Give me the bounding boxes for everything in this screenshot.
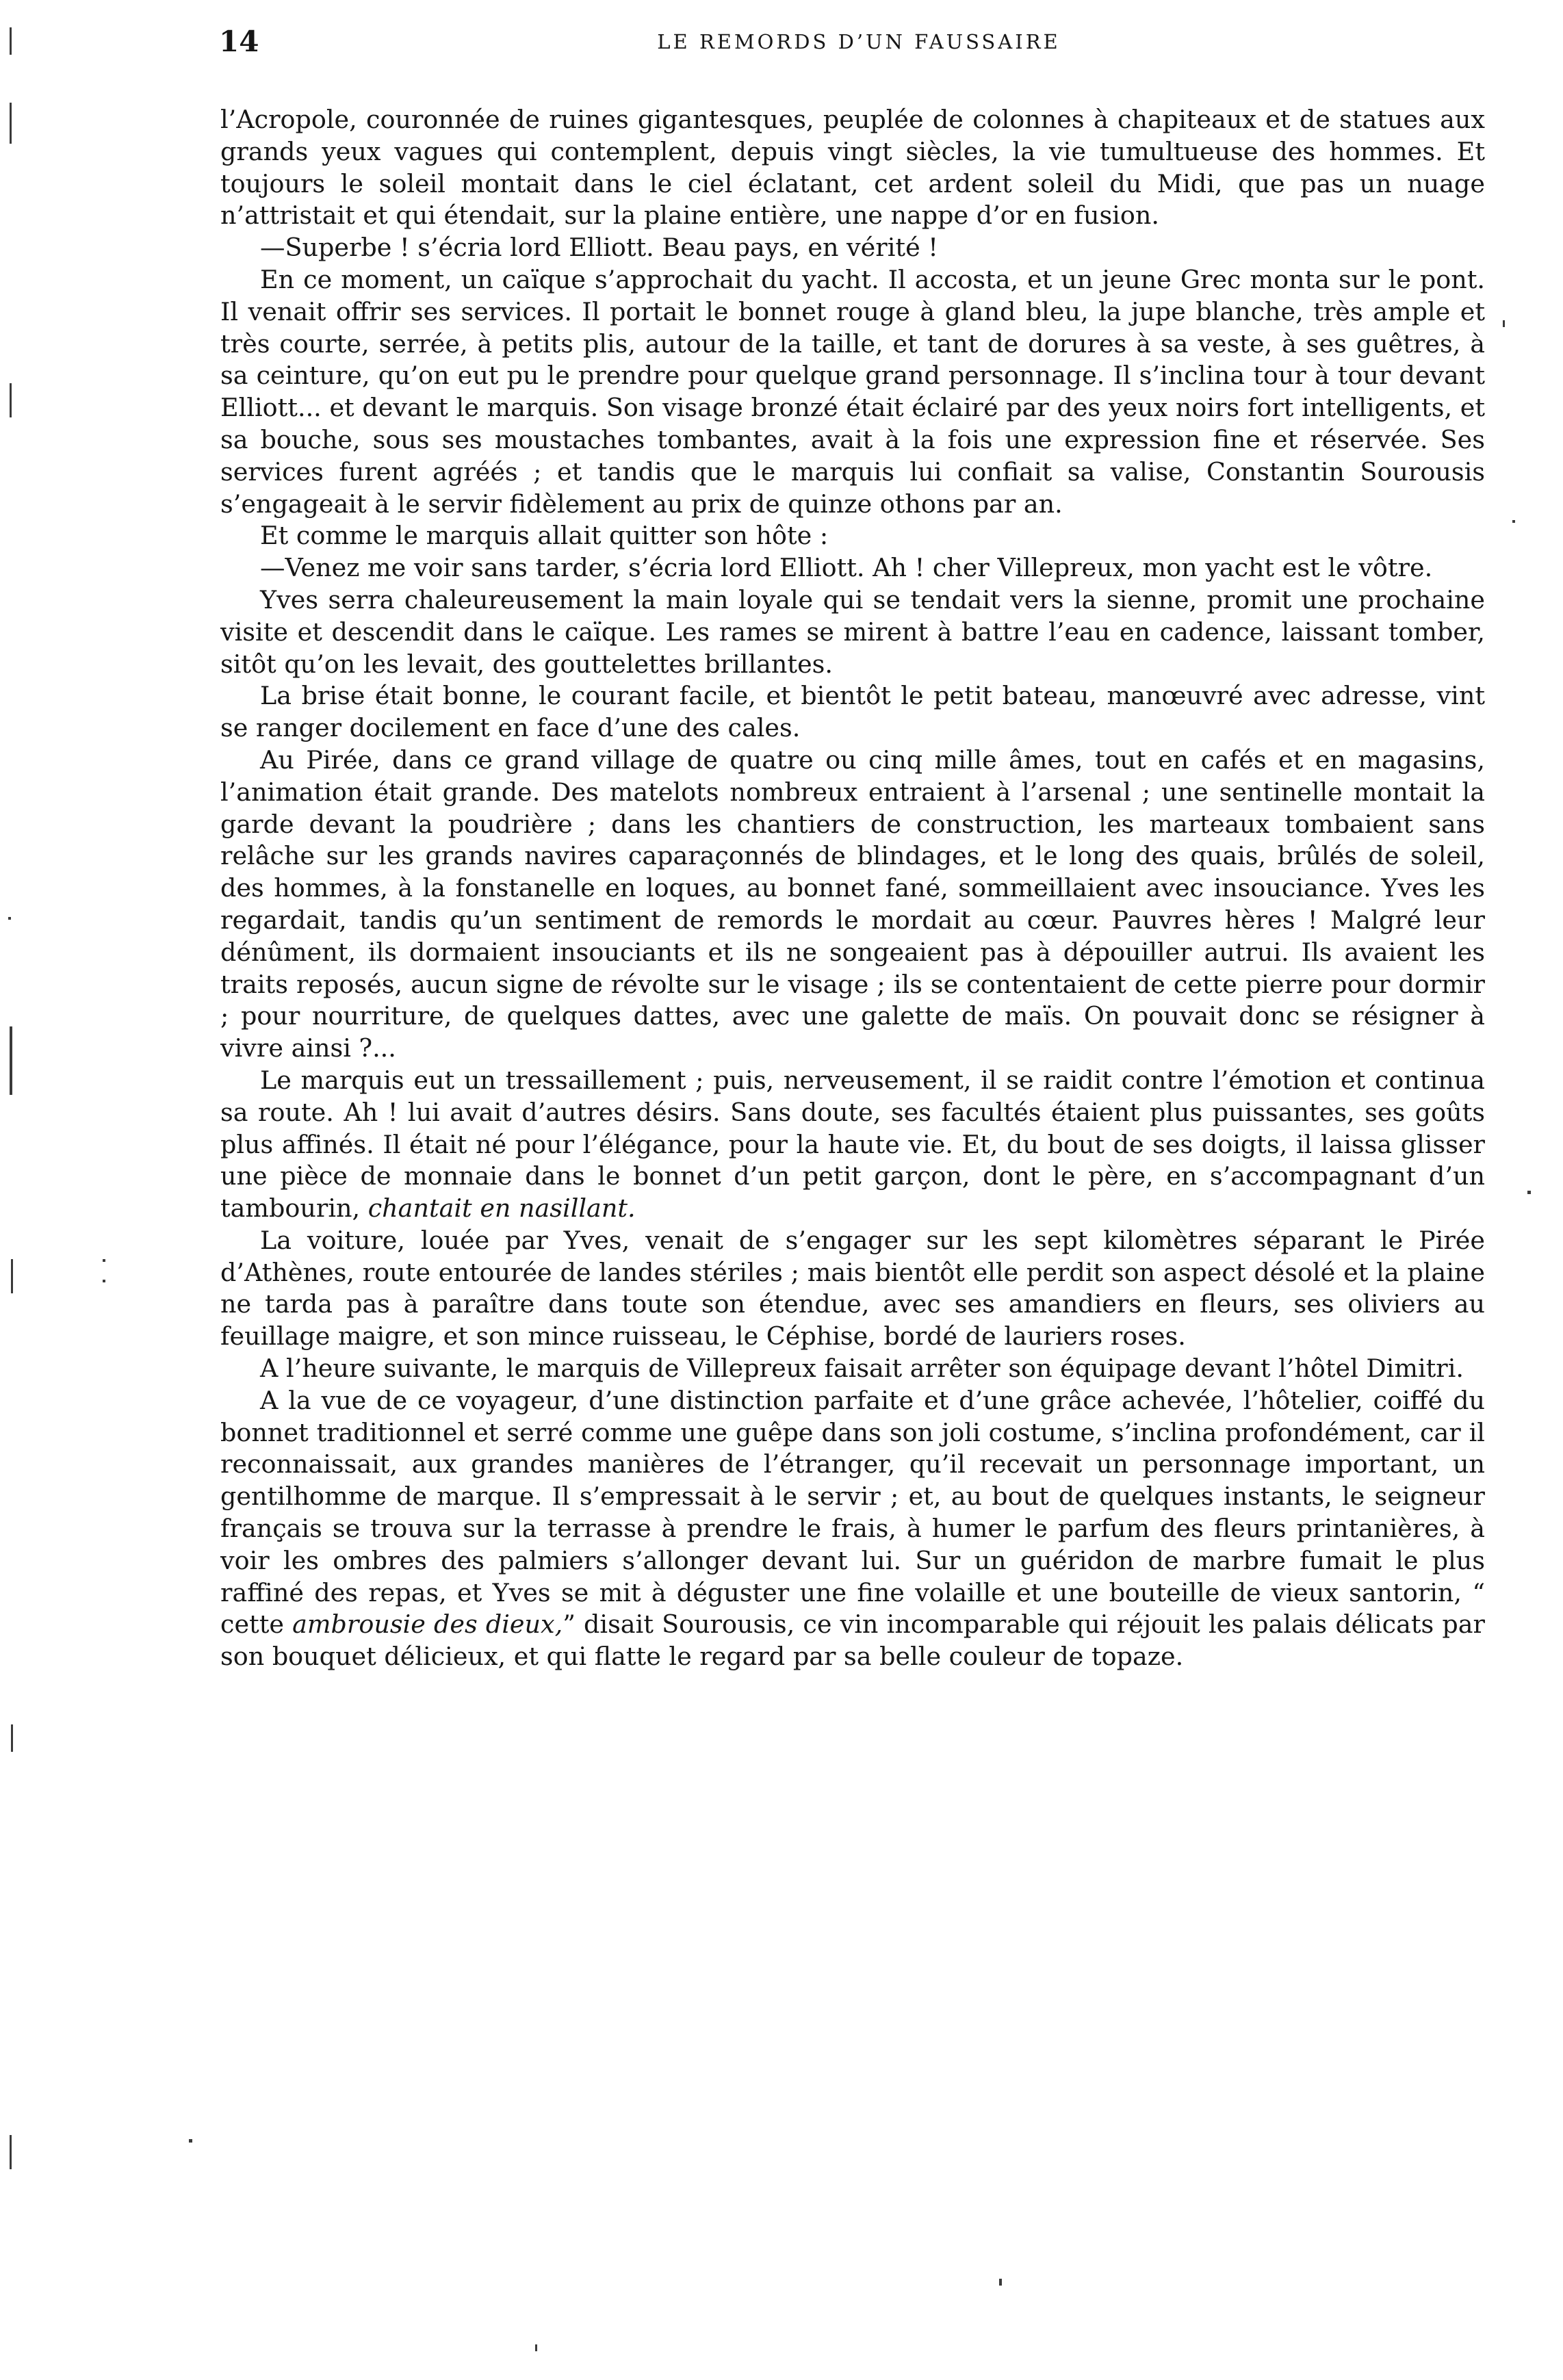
italic-phrase: chantait en nasillant. xyxy=(367,1193,636,1224)
scan-mark xyxy=(10,1026,12,1095)
paragraph: En ce moment, un caïque s’approchait du yacht. Il accosta, et un jeune Grec monta sur le pont. Il venait offrir ses services. Il portait le bonnet rouge à gland bleu, la jupe blanche, très ample et très courte, serrée, à petits plis, autour de la taille, et tant de dorures à sa veste, à ses guêtres, à sa ceinture, qu’on eut pu le prendre pour quelque grand personnage. Il s’inclina tour à tour devant Elliott... et devant le marquis. Son visage bronzé était éclairé par des yeux noirs fort intelligents, et sa bouche, sous ses moustaches tombantes, avait à la fois une expression fine et réservée. Ses services furent agréés ; et tandis que le marquis lui confiait sa valise, Constantin Sourousis s’engageait à le servir fidèlement au prix de quinze othons par an. xyxy=(220,264,1485,519)
scan-mark xyxy=(11,1259,13,1293)
scan-mark xyxy=(1527,1191,1531,1194)
paragraph: Au Pirée, dans ce grand village de quatre ou cinq mille âmes, tout en cafés et en magasins, l’animation était grande. Des matelots nombreux entraient à l’arsenal ; une sentinelle montait la garde devant la poudrière ; dans les chantiers de construction, les marteaux tombaient sans relâche sur les grands navires caparaçonnés de blindages, et le long des quais, brûlés de soleil, des hommes, à la fonstanelle en loques, au bonnet fané, sommeillaient avec insouciance. Yves les regardait, tandis qu’un sentiment de remords le mordait au cœur. Pauvres hères ! Malgré leur dénûment, ils dormaient insouciants et ils ne songeaient pas à dépouiller autrui. Ils avaient les traits reposés, aucun signe de révolte sur le visage ; ils se contentaient de cette pierre pour dormir ; pour nourriture, de quelques dattes, avec une galette de maïs. On pouvait donc se résigner à vivre ainsi ?... xyxy=(220,745,1485,1063)
italic-phrase: ambrousie des dieux, xyxy=(292,1609,563,1640)
body-text xyxy=(220,104,1485,1673)
page-header xyxy=(219,25,1499,66)
page-number: 14 xyxy=(219,25,259,58)
scan-mark xyxy=(103,1259,105,1262)
scan-mark xyxy=(999,2279,1002,2286)
paragraph: l’Acropole, couronnée de ruines gigantesques, peuplée de colonnes à chapiteaux et de statues aux grands yeux vagues qui contemplent, depuis vingt siècles, la vie tumultueuse des hommes. Et toujours le soleil montait dans le ciel éclatant, cet ardent soleil du Midi, que pas un nuage n’attristait et qui étendait, sur la plaine entière, une nappe d’or en fusion. xyxy=(220,105,1485,231)
scan-mark xyxy=(10,2135,12,2169)
paragraph: —Venez me voir sans tarder, s’écria lord Elliott. Ah ! cher Villepreux, mon yacht est le vôtre. xyxy=(260,553,1433,583)
scan-mark xyxy=(103,1280,105,1282)
paragraph: Yves serra chaleureusement la main loyale qui se tendait vers la sienne, promit une prochaine visite et descendit dans le caïque. Les rames se mirent à battre l’eau en cadence, laissant tomber, sitôt qu’on les levait, des gouttelettes brillantes. xyxy=(220,584,1485,679)
scan-mark xyxy=(8,917,11,920)
scan-mark xyxy=(189,2139,192,2143)
paragraph: —Superbe ! s’écria lord Elliott. Beau pays, en vérité ! xyxy=(260,233,938,263)
scan-mark xyxy=(10,27,12,55)
scan-mark xyxy=(10,103,12,144)
paragraph-text: Le marquis eut un tressaillement ; puis, nerveusement, il se raidit contre l’émotion et continua sa route. Ah ! lui avait d’autres désirs. Sans doute, ses facultés étaient plus puissantes, ses goûts plus affinés. Il était né pour l’élégance, pour la haute vie. Et, du bout de ses doigts, il laissa glisser une pièce de monnaie dans le bonnet d’un petit garçon, dont le père, en s’accompagnant d’un tambourin, xyxy=(220,1065,1485,1224)
scan-mark xyxy=(10,383,12,417)
paragraph: A l’heure suivante, le marquis de Villepreux faisait arrêter son équipage devant l’hôtel Dimitri. xyxy=(260,1354,1464,1384)
paragraph: La voiture, louée par Yves, venait de s’engager sur les sept kilomètres séparant le Pirée d’Athènes, route entourée de landes stériles ; mais bientôt elle perdit son aspect désolé et la plaine ne tarda pas à paraître dans toute son étendue, avec ses amandiers en fleurs, ses oliviers au feuillage maigre, et son mince ruisseau, le Céphise, bordé de lauriers roses. xyxy=(220,1225,1485,1351)
scan-mark xyxy=(535,2344,537,2351)
paragraph xyxy=(220,1065,1485,1225)
paragraph-text-tail: ” disait Sourousis, ce vin incomparable qui réjouit les palais délicats par son bouquet délicieux, et qui flatte le regard par sa belle couleur de topaze. xyxy=(220,1609,1485,1672)
scan-mark xyxy=(1512,520,1515,523)
paragraph: La brise était bonne, le courant facile, et bientôt le petit bateau, manœuvré avec adresse, vint se ranger docilement en face d’une des cales. xyxy=(220,681,1485,743)
paragraph-text: A la vue de ce voyageur, d’une distinction parfaite et d’une grâce achevée, l’hôtelier, coiffé du bonnet traditionnel et serré comme une guêpe dans son joli costume, s’inclina profondément, car il reconnaissait, aux grandes manières de l’étranger, qu’il recevait un personnage important, un gentilhomme de marque. Il s’empressait à le servir ; et, au bout de quelques instants, le seigneur français se trouva sur la terrasse à prendre le frais, à humer le parfum des fleurs printanières, à voir les ombres des palmiers s’allonger devant lui. Sur un guéridon de marbre fumait le plus raffiné des repas, et Yves se mit à déguster une fine volaille et une bouteille de vieux santorin, “ cette xyxy=(220,1385,1485,1640)
paragraph: Et comme le marquis allait quitter son hôte : xyxy=(260,521,829,551)
paragraph xyxy=(220,1385,1485,1673)
scan-mark xyxy=(1503,320,1505,327)
running-head: LE REMORDS D’UN FAUSSAIRE xyxy=(657,30,1061,53)
scan-mark xyxy=(11,1724,13,1752)
